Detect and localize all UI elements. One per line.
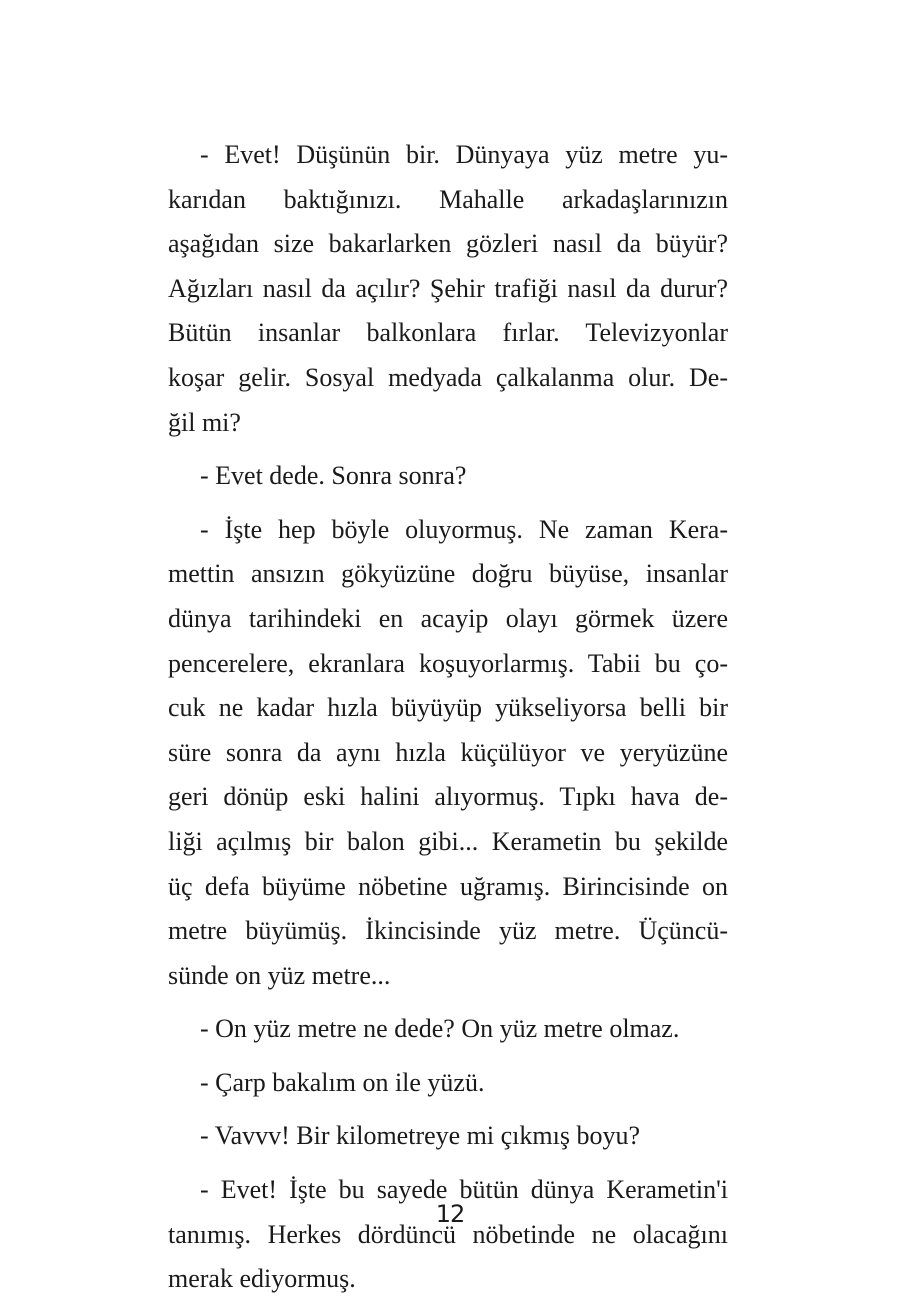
text-line: koşar gelir. Sosyal medyada çalkalanma olur. De-	[168, 362, 728, 392]
text-line: Ağızları nasıl da açılır? Şehir trafiği nasıl da durur?	[168, 273, 728, 303]
text-line: aşağıdan size bakarlarken gözleri nasıl da büyür?	[168, 229, 728, 259]
paragraph-2	[168, 454, 728, 499]
text-line: merak ediyormuş.	[168, 1264, 356, 1294]
text-line: - Evet dede. Sonra sonra?	[200, 461, 467, 491]
text-line: liği açılmış bir balon gibi... Kerametin bu şekilde	[168, 826, 728, 856]
text-line: mettin ansızın gökyüzüne doğru büyüse, insanlar	[168, 559, 728, 589]
text-line: - Çarp bakalım on ile yüzü.	[200, 1067, 485, 1097]
page-number: 12	[435, 1200, 465, 1228]
text-line: üç defa büyüme nöbetine uğramış. Birincisinde on	[168, 871, 728, 901]
text-line: süre sonra da aynı hızla küçülüyor ve yeryüzüne	[168, 737, 728, 767]
paragraph-1	[168, 133, 728, 445]
text-line: sünde on yüz metre...	[168, 960, 391, 990]
text-line: - Evet! Düşünün bir. Dünyaya yüz metre yu-	[200, 140, 728, 169]
text-line: - Evet! İşte bu sayede bütün dünya Kerametin'i	[200, 1175, 728, 1205]
text-line: - İşte hep böyle oluyormuş. Ne zaman Kera-	[200, 514, 728, 544]
text-line: geri dönüp eski halini alıyormuş. Tıpkı hava de-	[168, 782, 728, 812]
paragraph-5	[168, 1061, 728, 1106]
text-line: pencerelere, ekranlara koşuyorlarmış. Tabii bu ço-	[168, 648, 728, 678]
paragraph-7	[168, 1168, 728, 1302]
paragraph-6	[168, 1114, 728, 1159]
text-line: tanımış. Herkes dördüncü nöbetinde ne olacağını	[168, 1219, 728, 1249]
paragraph-3	[168, 508, 728, 999]
text-line: metre büyümüş. İkincisinde yüz metre. Üçüncü-	[168, 916, 728, 946]
text-line: - On yüz metre ne dede? On yüz metre olmaz.	[200, 1014, 680, 1044]
text-line: ğil mi?	[168, 407, 241, 437]
text-line: - Vavvv! Bir kilometreye mi çıkmış boyu?	[200, 1121, 640, 1151]
body-text	[168, 133, 728, 1302]
text-line: dünya tarihindeki en acayip olayı görmek üzere	[168, 603, 728, 633]
text-line: karıdan baktığınızı. Mahalle arkadaşlarınızın	[168, 184, 728, 214]
text-line: Bütün insanlar balkonlara fırlar. Televizyonlar	[168, 318, 728, 348]
text-line: cuk ne kadar hızla büyüyüp yükseliyorsa belli bir	[168, 693, 728, 723]
paragraph-4	[168, 1007, 728, 1052]
